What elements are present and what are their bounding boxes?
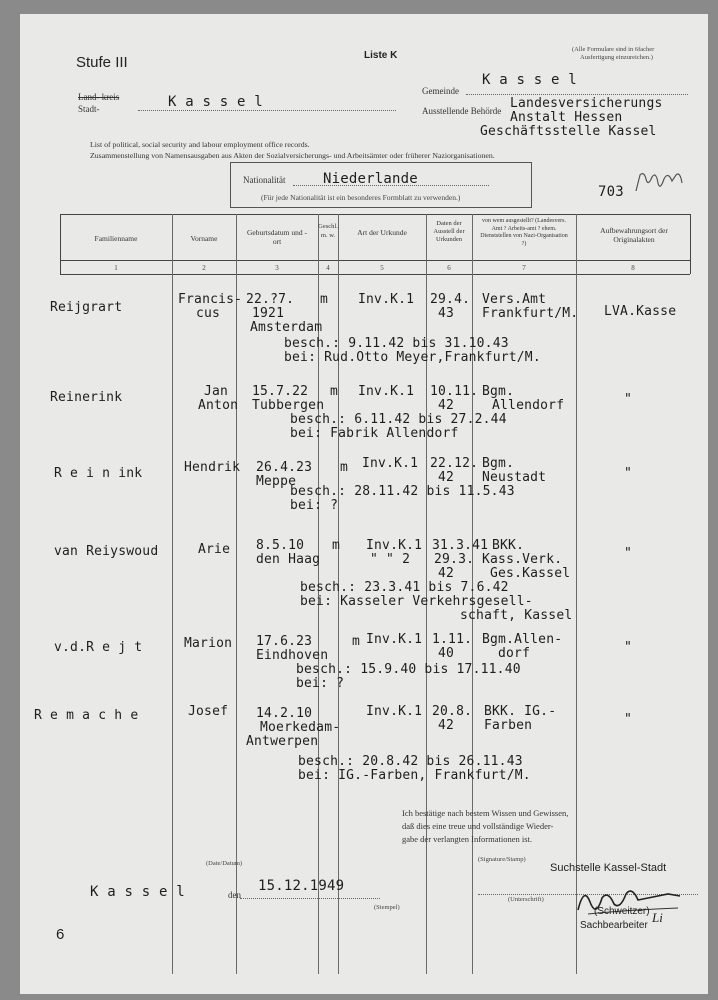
col-num-5: 5 [380, 264, 384, 272]
gemeinde-label: Gemeinde [422, 86, 459, 96]
row-vorname: Hendrik [184, 460, 241, 475]
row-vorname: Francis- [178, 292, 243, 307]
date-label: (Date/Datum) [206, 860, 243, 867]
row-vorname: Jan [204, 384, 229, 399]
row-geburt-3: Antwerpen [246, 734, 319, 749]
row-geburt-2: 1921 [252, 306, 285, 321]
row-familienname: Reinerink [50, 390, 123, 405]
nat-label: Nationalität [243, 175, 286, 185]
row-ort: " [624, 712, 633, 727]
row-datum: 20.8. [432, 704, 473, 719]
row-datum: 22.12. [430, 456, 479, 471]
row-aussteller: Bgm. [482, 384, 515, 399]
col-header-aufbewahrung: Aufbewahrungsort der Originalakten [600, 226, 668, 244]
row-bei: bei: ? [290, 498, 339, 513]
row-vorname-2: Anton [198, 398, 239, 413]
col-header-geburtsdatum: Geburtsdatum und -ort [247, 228, 307, 246]
col-num-3: 3 [275, 264, 279, 272]
row-bei: bei: Rud.Otto Meyer,Frankfurt/M. [284, 350, 541, 365]
row-aussteller-3: Ges.Kassel [490, 566, 571, 581]
row-vorname: Josef [188, 704, 229, 719]
stufe-label: Stufe III [76, 54, 128, 71]
row-familienname: v.d.R e j t [54, 640, 143, 655]
row-ort: " [624, 392, 633, 407]
row-datum-2: 29.3. [434, 552, 475, 567]
row-geschlecht: m [340, 460, 349, 475]
row-familienname: R e m a c h e [34, 708, 139, 723]
row-ort: " [624, 546, 633, 561]
row-familienname: R e i n ink [54, 466, 143, 481]
row-aussteller-2: Farben [484, 718, 533, 733]
row-ort: " [624, 640, 633, 655]
row-datum-2: 42 [438, 398, 455, 413]
row-besch: besch.: 23.3.41 bis 7.6.42 [300, 580, 509, 595]
row-vorname-2: cus [196, 306, 221, 321]
row-besch: besch.: 6.11.42 bis 27.2.44 [290, 412, 507, 427]
row-bei: bei: Fabrik Allendorf [290, 426, 459, 441]
col-num-7: 7 [522, 264, 526, 272]
row-datum-2: 43 [438, 306, 455, 321]
row-geburt-3: Amsterdam [250, 320, 323, 335]
row-ort: " [624, 466, 633, 481]
landkreis-label: Land- kreis [78, 92, 120, 102]
col-header-aussteller: von wem ausgestellt? (Landesvers. Amt ? Arbeits-amt ? ehem. Dienststellen von Nazi-Organisation ?) [480, 218, 568, 247]
row-bei: bei: Kasseler Verkehrsgesell- [300, 594, 533, 609]
row-geburt: 26.4.23 [256, 460, 313, 475]
behoerde-label: Ausstellende Behörde [422, 106, 502, 116]
row-art: Inv.K.1 [358, 384, 415, 399]
row-geburt: 22.?7. [246, 292, 295, 307]
row-geburt-2: Moerkedam- [260, 720, 341, 735]
row-geburt: 14.2.10 [256, 706, 313, 721]
row-geschlecht: m [352, 634, 361, 649]
row-besch: besch.: 15.9.40 bis 17.11.40 [296, 662, 521, 677]
row-aussteller: Bgm.Allen- [482, 632, 563, 647]
row-art: Inv.K.1 [366, 538, 423, 553]
behoerde-value-2: Anstalt Hessen [510, 110, 623, 125]
signature [568, 880, 688, 925]
row-vorname: Marion [184, 636, 233, 651]
signer-name: (Schweitzer) [594, 906, 650, 917]
col-num-8: 8 [631, 264, 635, 272]
record-number: 703 [598, 184, 624, 200]
stempel-label: (Stempel) [374, 904, 400, 911]
col-header-daten: Daten der Ausstell der Urkunden [433, 220, 465, 243]
row-geburt-2: Tubbergen [252, 398, 325, 413]
row-datum: 31.3.41 [432, 538, 489, 553]
place-value: K a s s e l [90, 884, 185, 900]
row-vorname: Arie [198, 542, 231, 557]
row-besch: besch.: 28.11.42 bis 11.5.43 [290, 484, 515, 499]
row-aussteller: BKK. [492, 538, 525, 553]
stadt-label: Stadt- [78, 104, 100, 114]
certify-line-2: daß dies eine treue und vollständige Wieder- [402, 821, 554, 831]
row-art: Inv.K.1 [366, 704, 423, 719]
row-besch: besch.: 9.11.42 bis 31.10.43 [284, 336, 509, 351]
note-right-2: Ausfertigung einzureichen.) [580, 54, 653, 61]
row-datum-2: 42 [438, 718, 455, 733]
row-datum: 10.11. [430, 384, 479, 399]
row-geburt: 15.7.22 [252, 384, 309, 399]
nationality-box [230, 162, 532, 208]
page-number: 6 [56, 926, 65, 943]
row-geschlecht: m [330, 384, 339, 399]
row-geschlecht: m [320, 292, 329, 307]
date-value: 15.12.1949 [258, 878, 345, 894]
gemeinde-value: K a s s e l [482, 72, 577, 88]
row-art: Inv.K.1 [366, 632, 423, 647]
signer-initials: Li [652, 910, 663, 925]
row-datum: 1.11. [432, 632, 473, 647]
col-header-geschlecht: Geschl. m. w. [318, 223, 338, 239]
row-geschlecht: m [332, 538, 341, 553]
row-datum-2: 42 [438, 470, 455, 485]
form-page [20, 14, 708, 994]
certify-line-1: Ich bestätige nach bestem Wissen und Gewissen, [402, 808, 569, 818]
den-label: den [228, 890, 241, 900]
col-header-vorname: Vorname [190, 234, 218, 243]
col-num-2: 2 [202, 264, 206, 272]
row-geburt-2: den Haag [256, 552, 321, 567]
row-aussteller-2: Allendorf [492, 398, 565, 413]
row-aussteller-2: Frankfurt/M. [482, 306, 579, 321]
row-geburt-2: Eindhoven [256, 648, 329, 663]
row-datum-2: 40 [438, 646, 455, 661]
certify-line-3: gabe der verlangten Informationen ist. [402, 834, 533, 844]
liste-label: Liste K [364, 50, 398, 61]
row-familienname: van Reiyswoud [54, 544, 159, 559]
row-aussteller-2: Neustadt [482, 470, 547, 485]
row-datum-3: 42 [438, 566, 455, 581]
col-header-art: Art der Urkunde [357, 228, 407, 237]
row-bei-2: schaft, Kassel [460, 608, 573, 623]
note-right-1: (Alle Formulare sind in 6facher [572, 46, 655, 53]
landkreis-value: K a s s e l [168, 94, 263, 110]
row-art: Inv.K.1 [358, 292, 415, 307]
row-aussteller-2: dorf [498, 646, 531, 661]
list-de: Zusammenstellung von Namensausgaben aus Akten der Sozialversicherungs- und Arbeitsämter oder früherer Naziorganisationen. [90, 151, 495, 160]
nat-value: Niederlande [323, 171, 418, 187]
row-geburt: 8.5.10 [256, 538, 305, 553]
row-familienname: Reijgrart [50, 300, 123, 315]
col-header-familienname: Familienname [94, 234, 138, 243]
signature-label: (Signature/Stamp) [478, 856, 526, 863]
col-num-6: 6 [447, 264, 451, 272]
row-geburt-2: Meppe [256, 474, 297, 489]
office-stamp: Suchstelle Kassel-Stadt [550, 862, 667, 874]
row-ort: LVA.Kasse [604, 304, 677, 319]
row-aussteller-2: Kass.Verk. [482, 552, 563, 567]
behoerde-value-3: Geschäftsstelle Kassel [480, 124, 657, 139]
handwritten-note [632, 169, 688, 202]
row-bei: bei: IG.-Farben, Frankfurt/M. [298, 768, 531, 783]
col-num-1: 1 [114, 264, 118, 272]
row-besch: besch.: 20.8.42 bis 26.11.43 [298, 754, 523, 769]
signer-role: Sachbearbeiter [580, 920, 648, 931]
row-art: Inv.K.1 [362, 456, 419, 471]
row-aussteller: BKK. IG.- [484, 704, 557, 719]
unterschrift-label: (Unterschrift) [508, 896, 544, 903]
behoerde-value-1: Landesversicherungs [510, 96, 663, 111]
row-geburt: 17.6.23 [256, 634, 313, 649]
list-en: List of political, social security and labour employment office records. [90, 140, 310, 149]
row-art-2: " " 2 [370, 552, 411, 567]
row-datum: 29.4. [430, 292, 471, 307]
row-aussteller: Vers.Amt [482, 292, 547, 307]
row-bei: bei: ? [296, 676, 345, 691]
col-num-4: 4 [326, 264, 330, 272]
nat-note: (Für jede Nationalität ist ein besonderes Formblatt zu verwenden.) [261, 193, 461, 202]
row-aussteller: Bgm. [482, 456, 515, 471]
